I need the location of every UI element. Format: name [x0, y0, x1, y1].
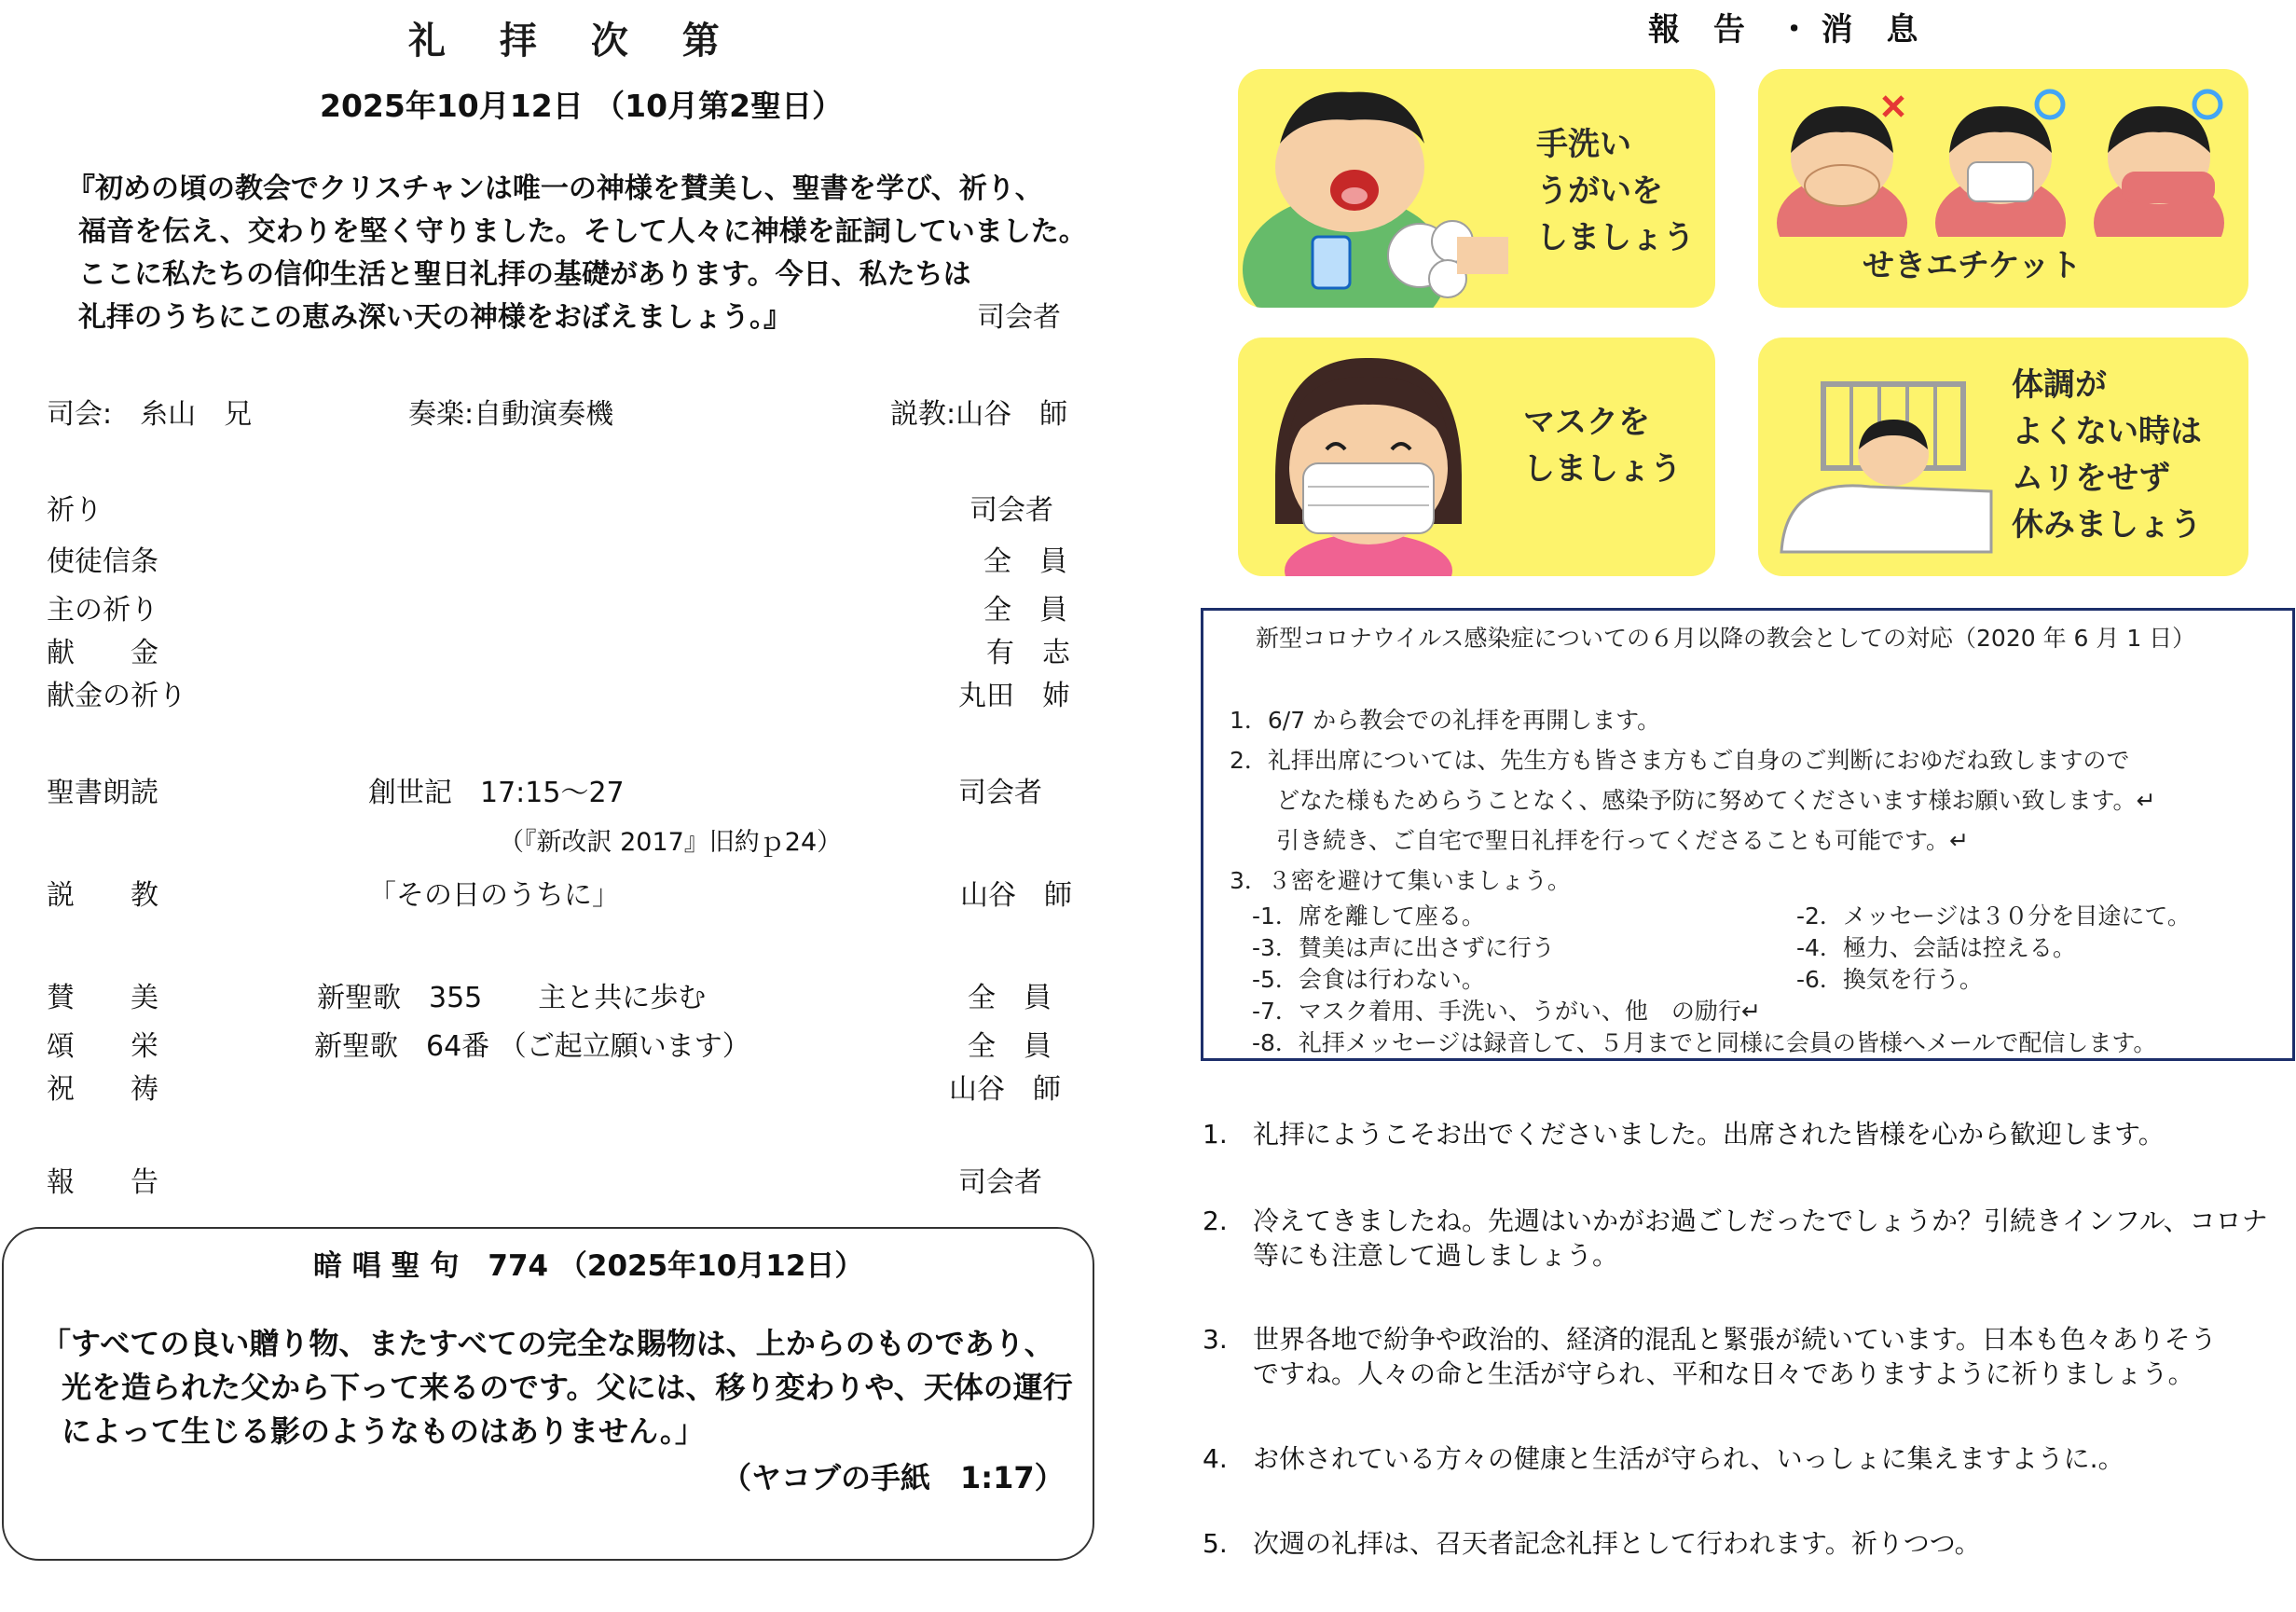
mask-illustration	[1238, 338, 1499, 576]
covid-item: 1．6/7 から教会での礼拝を再開します。	[1230, 707, 1661, 734]
card-line: 体調が	[2012, 366, 2107, 404]
order-item-detail: 新聖歌 64番 （ご起立願います）	[314, 1030, 750, 1063]
covid-item: どなた様もためらうことなく、感染予防に努めてくださいます様お願い致します。↵	[1276, 787, 2156, 814]
covid-item: 3．３密を避けて集いましょう。	[1230, 867, 1571, 894]
announcement-number: 2.	[1203, 1206, 1228, 1236]
announcement-text: 礼拝にようこそお出でくださいました。出席された皆様を心から歓迎します。	[1253, 1119, 2165, 1150]
card-line: 手洗い	[1536, 126, 1631, 163]
cough-etiquette-illustration	[1758, 69, 2248, 237]
covid-subitem: -3．賛美は声に出さずに行う	[1252, 934, 1555, 961]
order-item-name: 献金の祈り	[47, 680, 186, 712]
announcement-number: 5.	[1203, 1528, 1228, 1559]
memory-verse-line: によって生じる影のようなものはありません。」	[62, 1413, 705, 1449]
covid-notice-box	[1201, 608, 2295, 1061]
order-item-name: 使徒信条	[47, 545, 158, 578]
bed-rest-illustration	[1758, 338, 2000, 576]
order-item-detail: 創世記 17:15〜27	[368, 777, 625, 809]
order-item-name: 献 金	[47, 637, 158, 669]
covid-subitem: -2．メッセージは３０分を目途にて。	[1796, 902, 2191, 930]
order-item-name: 主の祈り	[47, 594, 158, 627]
order-item-who: 司会者	[958, 1166, 1042, 1199]
intro-line: 『初めの頃の教会でクリスチャンは唯一の神様を賛美し、聖書を学び、祈り、	[67, 172, 1043, 205]
order-item-name: 祝 祷	[47, 1073, 158, 1106]
card-line: せきエチケット	[1863, 247, 2082, 284]
order-item-name: 報 告	[47, 1166, 158, 1199]
order-item-name: 説 教	[47, 879, 158, 912]
covid-notice-header: 新型コロナウイルス感染症についての６月以降の教会としての対応（2020 年 6 月 1 日）	[1256, 625, 2196, 652]
announcement-text: 次週の礼拝は、召天者記念礼拝として行われます。祈りつつ。	[1253, 1528, 1981, 1559]
order-item-name: 祈り	[47, 494, 103, 527]
announcement-text: お休されている方々の健康と生活が守られ、いっしょに集えますように.。	[1253, 1443, 2124, 1474]
card-cough-etiquette	[1758, 69, 2248, 308]
card-line: うがいを	[1536, 172, 1663, 210]
order-item-who: 全 員	[968, 1030, 1052, 1063]
announcement-number: 1.	[1203, 1119, 1228, 1150]
covid-subitem: -4．極力、会話は控える。	[1796, 934, 2076, 961]
order-item-who: 山谷 師	[949, 1073, 1061, 1106]
order-item-who: 丸田 姉	[958, 680, 1070, 712]
intro-line: 福音を伝え、交わりを堅く守りました。そして人々に神様を証詞していました。	[78, 215, 1087, 248]
page-title: 礼 拝 次 第	[408, 20, 740, 62]
host-name: 司会: 糸山 兄	[47, 398, 253, 431]
memory-verse-line: 光を造られた父から下って来るのです。父には、移り変わりや、天体の運行	[62, 1370, 1073, 1405]
announcements-title: 報 告 ・消 息	[1648, 11, 1930, 48]
covid-subitem: -5．会食は行わない。	[1252, 966, 1485, 993]
covid-subitem: -6．換気を行う。	[1796, 966, 1983, 993]
card-mask	[1238, 338, 1715, 576]
memory-verse-title: 暗 唱 聖 句 774 （2025年10月12日）	[313, 1249, 864, 1283]
memory-verse-reference: （ヤコブの手紙 1:17）	[722, 1460, 1065, 1495]
order-item-who: 山谷 師	[960, 879, 1072, 912]
order-item-who: 全 員	[968, 982, 1052, 1014]
order-item-name: 頌 栄	[47, 1030, 158, 1063]
covid-item: 引き続き、ご自宅で聖日礼拝を行ってくださることも可能です。↵	[1276, 827, 1969, 854]
covid-subitem: -8．礼拝メッセージは録音して、５月までと同様に会員の皆様へメールで配信します。	[1252, 1029, 2157, 1056]
announcement-text: 冷えてきましたね。先週はいかがお過ごしだったでしょうか？引続きインフル、コロナ	[1253, 1206, 2268, 1236]
covid-subitem: -1．席を離して座る。	[1252, 902, 1485, 930]
card-line: マスクを	[1523, 404, 1650, 441]
card-line: しましょう	[1536, 219, 1695, 256]
card-rest	[1758, 338, 2248, 576]
covid-subitem: -7．マスク着用、手洗い、うがい、他 の励行↵	[1252, 998, 1761, 1025]
covid-item: 2．礼拝出席については、先生方も皆さま方もご自身のご判断におゆだね致しますので	[1230, 747, 2130, 774]
card-line: しましょう	[1523, 450, 1682, 488]
order-item-who: 司会者	[969, 494, 1053, 527]
intro-signature: 司会者	[977, 301, 1061, 334]
card-handwashing	[1238, 69, 1715, 308]
service-date: 2025年10月12日 （10月第2聖日）	[320, 88, 844, 124]
order-item-who: 全 員	[983, 545, 1067, 578]
memory-verse-box	[2, 1227, 1094, 1561]
order-item-detail: 新聖歌 355 主と共に歩む	[317, 982, 707, 1014]
music-name: 奏楽:自動演奏機	[408, 398, 614, 431]
order-item-who: 司会者	[958, 777, 1042, 809]
order-item-detail: 「その日のうちに」	[368, 879, 620, 912]
card-line: ムリをせず	[2012, 460, 2170, 497]
intro-line: 礼拝のうちにこの恵み深い天の神様をおぼえましょう。』	[78, 301, 791, 334]
order-item-detail: （『新改訳 2017』旧約ｐ24）	[499, 828, 843, 857]
order-item-who: 有 志	[986, 637, 1070, 669]
handwashing-illustration	[1238, 69, 1508, 308]
announcement-number: 4.	[1203, 1443, 1228, 1474]
announcement-text: 世界各地で紛争や政治的、経済的混乱と緊張が続いています。日本も色々ありそう	[1253, 1324, 2217, 1355]
announcement-text: 等にも注意して過しましょう。	[1253, 1240, 1619, 1271]
memory-verse-line: 「すべての良い贈り物、またすべての完全な賜物は、上からのものであり、	[41, 1326, 1054, 1361]
order-item-who: 全 員	[983, 594, 1067, 627]
preacher-name: 説教:山谷 師	[890, 398, 1068, 431]
intro-line: ここに私たちの信仰生活と聖日礼拝の基礎があります。今日、私たちは	[78, 258, 971, 291]
order-item-name: 賛 美	[47, 982, 158, 1014]
order-item-name: 聖書朗読	[47, 777, 158, 809]
card-line: 休みましょう	[2012, 506, 2202, 544]
card-line: よくない時は	[2012, 413, 2202, 450]
announcement-text: ですね。人々の命と生活が守られ、平和な日々でありますように祈りましょう。	[1253, 1358, 2194, 1389]
announcement-number: 3.	[1203, 1324, 1228, 1355]
